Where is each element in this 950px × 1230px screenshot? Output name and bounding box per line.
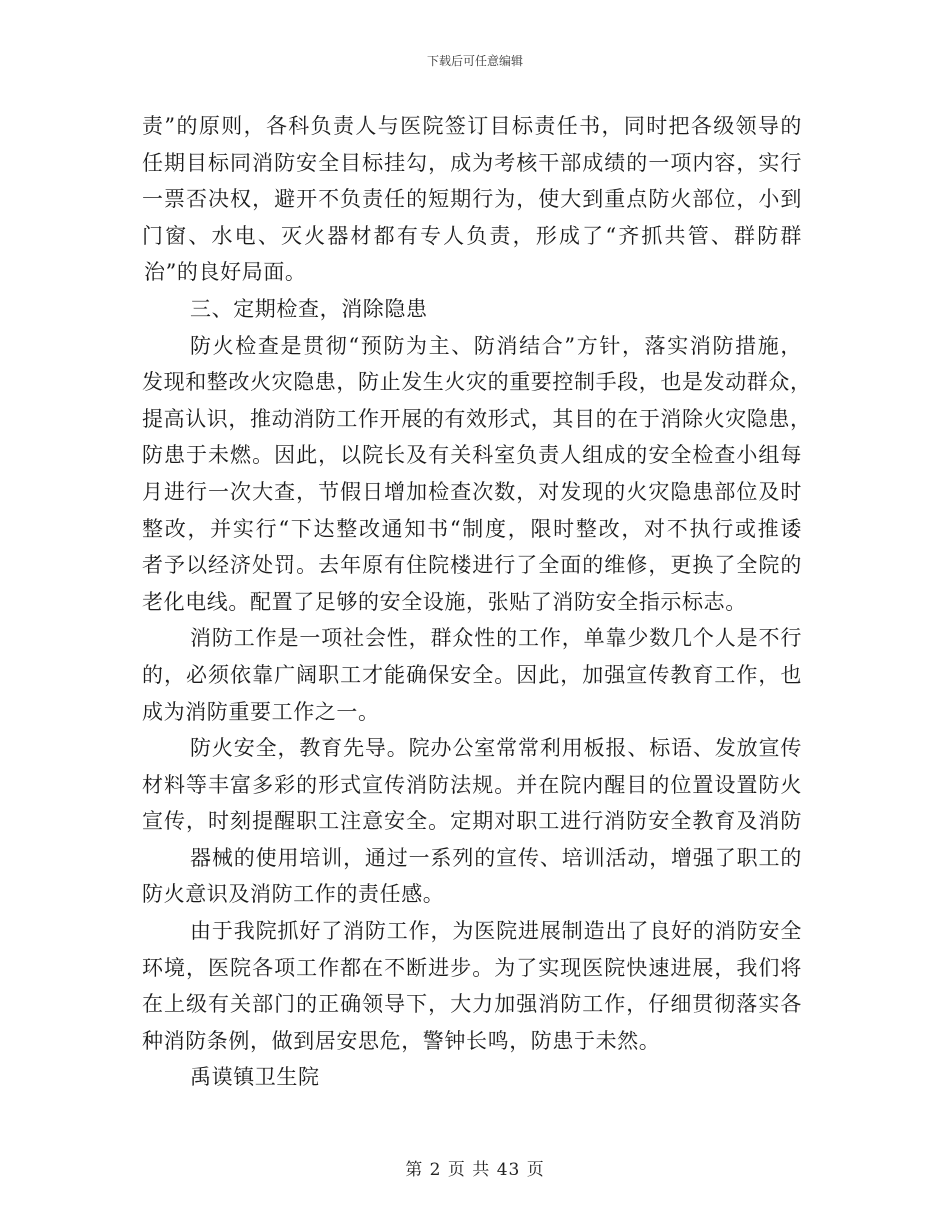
- text-line: 材料等丰富多彩的形式宣传消防法规。并在院内醒目的位置设置防火: [142, 772, 802, 797]
- text-line: 老化电线。配置了足够的安全设施，张贴了消防安全指示标志。: [142, 589, 747, 614]
- text-line: 防火检查是贯彻“预防为主、防消结合”方针，落实消防措施，: [190, 333, 802, 358]
- page-number: 第 2 页 共 43 页: [405, 1160, 545, 1180]
- text-line: 任期目标同消防安全目标挂勾，成为考核干部成绩的一项内容，实行: [142, 150, 802, 175]
- text-line: 环境，医院各项工作都在不断进步。为了实现医院快速进展，我们将: [142, 955, 802, 980]
- document-body: [142, 108, 812, 1096]
- section-heading: 三、定期检查，消除隐患: [190, 296, 428, 321]
- text-line: 责”的原则，各科负责人与医院签订目标责任书，同时把各级领导的: [142, 114, 802, 138]
- text-line: 月进行一次大查，节假日增加检查次数，对发现的火灾隐患部位及时: [142, 479, 802, 504]
- text-line: 提高认识，推动消防工作开展的有效形式，其目的在于消除火灾隐患，: [142, 406, 812, 431]
- text-line: 在上级有关部门的正确领导下，大力加强消防工作，仔细贯彻落实各: [142, 992, 802, 1017]
- text-line: 防火意识及消防工作的责任感。: [142, 882, 445, 907]
- text-line: 由于我院抓好了消防工作，为医院进展制造出了良好的消防安全: [190, 919, 802, 944]
- text-line: 的，必须依靠广阔职工才能确保安全。因此，加强宣传教育工作，也: [142, 662, 802, 687]
- text-line: 者予以经济处罚。去年原有住院楼进行了全面的维修，更换了全院的: [142, 553, 802, 578]
- text-line: 防患于未燃。因此，以院长及有关科室负责人组成的安全检查小组每: [142, 443, 802, 468]
- text-line: 治”的良好局面。: [144, 260, 307, 285]
- text-line: 发现和整改火灾隐患，防止发生火灾的重要控制手段，也是发动群众，: [142, 370, 812, 395]
- text-line: 门窗、水电、灭火器材都有专人负责，形成了“齐抓共管、群防群: [142, 223, 802, 248]
- text-line: 种消防条例，做到居安思危，警钟长鸣，防患于未然。: [142, 1028, 661, 1053]
- text-line: 整改，并实行“下达整改通知书“制度，限时整改，对不执行或推诿: [142, 516, 802, 541]
- text-line: 成为消防重要工作之一。: [142, 699, 380, 724]
- text-line: 宣传，时刻提醒职工注意安全。定期对职工进行消防安全教育及消防: [142, 809, 802, 834]
- signature-line: 禹谟镇卫生院: [190, 1065, 320, 1090]
- text-line: 防火安全，教育先导。院办公室常常利用板报、标语、发放宣传: [190, 736, 802, 761]
- text-line: 消防工作是一项社会性，群众性的工作，单靠少数几个人是不行: [190, 626, 802, 651]
- page-header: 下载后可任意编辑: [426, 54, 523, 68]
- text-line: 器械的使用培训，通过一系列的宣传、培训活动，增强了职工的: [190, 845, 802, 870]
- text-line: 一票否决权，避开不负责任的短期行为，使大到重点防火部位，小到: [142, 187, 802, 212]
